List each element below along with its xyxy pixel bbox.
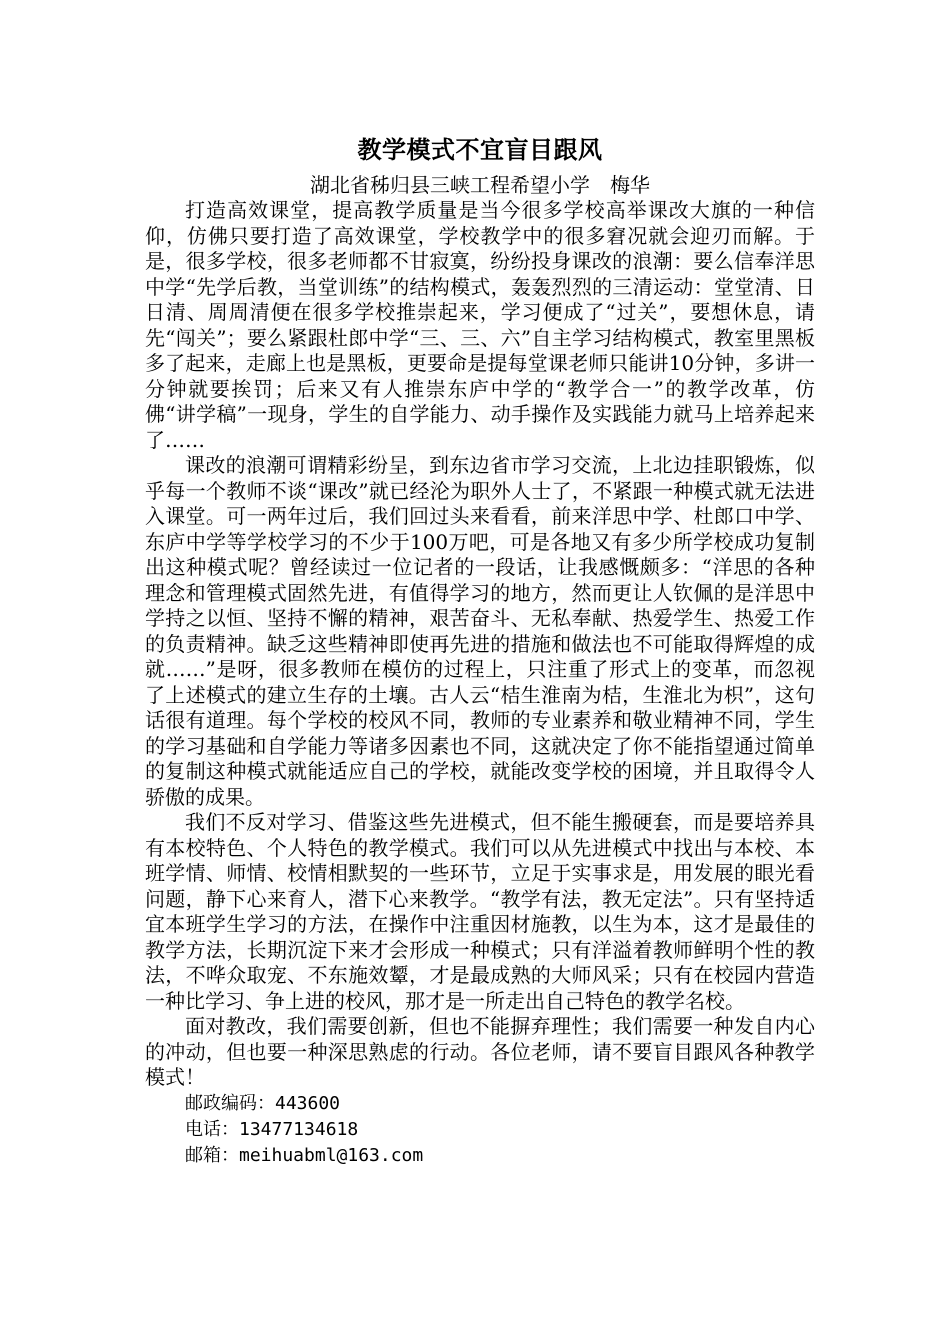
paragraph-4: 面对教改，我们需要创新，但也不能摒弃理性；我们需要一种发自内心的冲动，但也要一种深思熟虑的行动。各位老师，请不要盲目跟风各种教学模式！ — [145, 1014, 815, 1089]
postcode-line: 邮政编码：443600 — [185, 1092, 341, 1114]
phone-line: 电话：13477134618 — [185, 1118, 359, 1140]
author-byline: 湖北省秭归县三峡工程希望小学 梅华 — [310, 173, 650, 197]
paragraph-1: 打造高效课堂，提高教学质量是当今很多学校高举课改大旗的一种信仰，仿佛只要打造了高效课堂，学校教学中的很多窘况就会迎刃而解。于是，很多学校，很多老师都不甘寂寞，纷纷投身课改的浪潮：要么信奉洋思中学“先学后教，当堂训练”的结构模式，轰轰烈烈的三清运动：堂堂清、日日清、周周清便在很多学校推崇起来，学习便成了“过关”，要想休息，请先“闯关”；要么紧跟杜郎中学“三、三、六”自主学习结构模式，教室里黑板多了起来，走廊上也是黑板，更要命是提每堂课老师只能讲10分钟，多讲一分钟就要挨罚；后来又有人推崇东庐中学的“教学合一”的教学改革，仿佛“讲学稿”一现身，学生的自学能力、动手操作及实践能力就马上培养起来了…… — [145, 198, 815, 452]
article-title: 教学模式不宜盲目跟风 — [357, 135, 603, 164]
paragraph-2: 课改的浪潮可谓精彩纷呈，到东边省市学习交流，上北边挂职锻炼，似乎每一个教师不谈“课改”就已经沦为职外人士了，不紧跟一种模式就无法进入课堂。可一两年过后，我们回过头来看看，前来洋思中学、杜郎口中学、东庐中学等学校学习的不少于100万吧，可是各地又有多少所学校成功复制出这种模式呢？曾经读过一位记者的一段话，让我感慨颇多：“洋思的各种理念和管理模式固然先进，有值得学习的地方，然而更让人钦佩的是洋思中学持之以恒、坚持不懈的精神，艰苦奋斗、无私奉献、热爱学生、热爱工作的负责精神。缺乏这些精神即使再先进的措施和做法也不可能取得辉煌的成就……”是呀，很多教师在模仿的过程上，只注重了形式上的变革，而忽视了上述模式的建立生存的土壤。古人云“桔生淮南为桔，生淮北为枳”，这句话很有道理。每个学校的校风不同，教师的专业素养和敬业精神不同，学生的学习基础和自学能力等诸多因素也不同，这就决定了你不能指望通过简单的复制这种模式就能适应自己的学校，就能改变学校的困境，并且取得令人骄傲的成果。 — [145, 453, 815, 809]
paragraph-3: 我们不反对学习、借鉴这些先进模式，但不能生搬硬套，而是要培养具有本校特色、个人特色的教学模式。我们可以从先进模式中找出与本校、本班学情、师情、校情相默契的一些环节，立足于实事求是，用发展的眼光看问题，静下心来育人，潜下心来教学。“教学有法，教无定法”。只有坚持适宜本班学生学习的方法，在操作中注重因材施教，以生为本，这才是最佳的教学方法，长期沉淀下来才会形成一种模式；只有洋溢着教师鲜明个性的教法，不哗众取宠、不东施效颦，才是最成熟的大师风采；只有在校园内营造一种比学习、争上进的校风，那才是一所走出自己特色的教学名校。 — [145, 810, 815, 1013]
article — [145, 132, 815, 1169]
email-line: 邮箱：meihuabml@163.com — [185, 1144, 424, 1166]
